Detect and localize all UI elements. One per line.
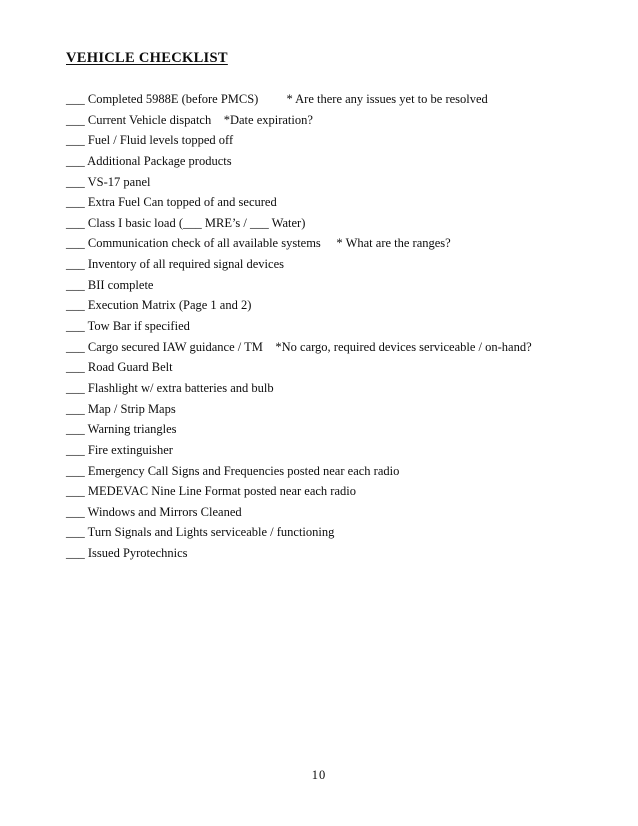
checklist-item: ___ Communication check of all available systems * What are the ranges?: [66, 236, 451, 251]
checklist-item: ___ Inventory of all required signal devices: [66, 257, 284, 272]
checklist-item: ___ Cargo secured IAW guidance / TM *No cargo, required devices serviceable / on-hand?: [66, 339, 532, 354]
checklist-item: ___ Fuel / Fluid levels topped off: [66, 133, 234, 148]
checklist-item: ___ Current Vehicle dispatch *Date expiration?: [66, 112, 313, 127]
checklist-item: ___ Tow Bar if specified: [66, 319, 190, 334]
checklist-item: ___ Windows and Mirrors Cleaned: [66, 504, 242, 519]
page-title: VEHICLE CHECKLIST: [66, 50, 228, 66]
checklist-item: ___ Extra Fuel Can topped of and secured: [66, 195, 277, 210]
checklist-item: ___ Execution Matrix (Page 1 and 2): [66, 298, 252, 313]
checklist-item: ___ Flashlight w/ extra batteries and bulb: [66, 380, 274, 395]
checklist-item: ___ Emergency Call Signs and Frequencies posted near each radio: [66, 463, 400, 478]
checklist-item: ___ Additional Package products: [66, 153, 232, 168]
page-number: 10: [311, 768, 327, 782]
checklist-item: ___ VS-17 panel: [66, 174, 151, 189]
checklist: [66, 89, 618, 564]
checklist-item: ___ BII complete: [66, 277, 154, 292]
checklist-item: ___ Issued Pyrotechnics: [66, 546, 188, 561]
checklist-item: ___ Road Guard Belt: [66, 360, 173, 375]
checklist-item: ___ MEDEVAC Nine Line Format posted near each radio: [66, 484, 356, 499]
checklist-item: ___ Turn Signals and Lights serviceable / functioning: [66, 525, 335, 540]
checklist-item: ___ Fire extinguisher: [66, 442, 173, 457]
checklist-item: ___ Map / Strip Maps: [66, 401, 176, 416]
checklist-item: ___ Warning triangles: [66, 422, 177, 437]
checklist-item: ___ Completed 5988E (before PMCS) * Are there any issues yet to be resolved: [66, 92, 488, 106]
checklist-item: ___ Class I basic load (___ MRE’s / ___ Water): [66, 215, 306, 230]
page-footer: [0, 766, 638, 784]
